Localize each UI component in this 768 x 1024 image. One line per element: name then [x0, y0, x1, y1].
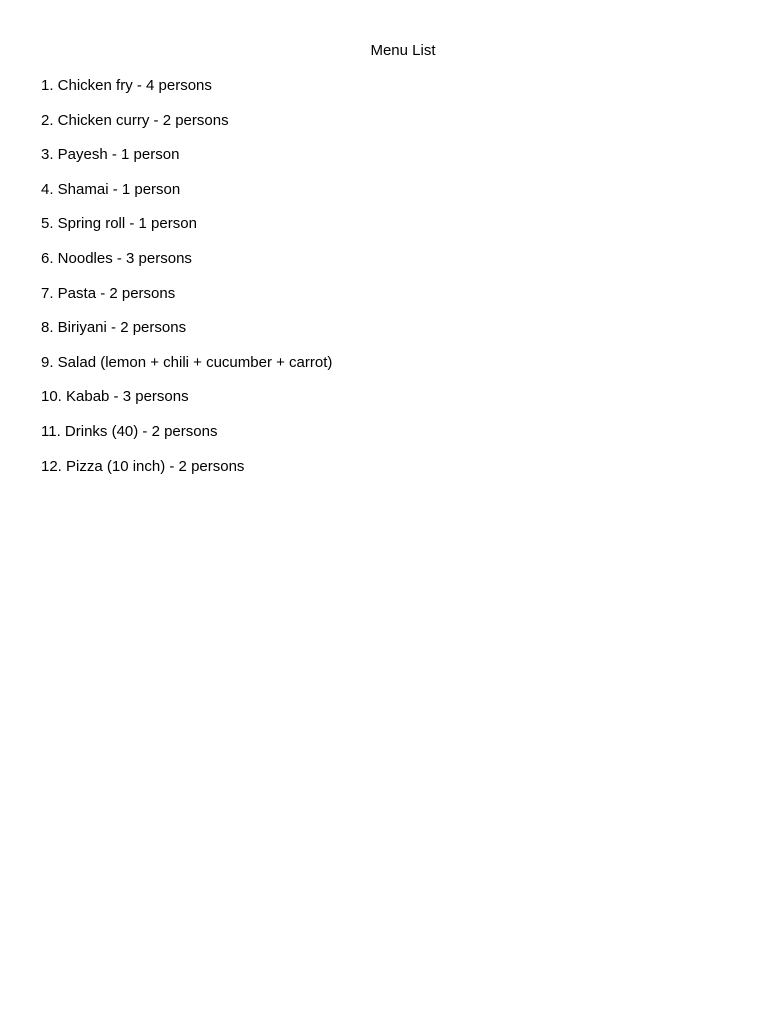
list-item: 5. Spring roll - 1 person [41, 215, 197, 233]
list-item: 4. Shamai - 1 person [41, 180, 181, 198]
list-item: 9. Salad (lemon + chili + cucumber + carrot) [41, 353, 333, 371]
list-item: 8. Biriyani - 2 persons [41, 319, 187, 337]
menu-list [41, 76, 721, 491]
page-title: Menu List [370, 42, 436, 59]
list-item: 1. Chicken fry - 4 persons [41, 77, 212, 94]
list-item: 3. Payesh - 1 person [41, 146, 180, 164]
list-item: 7. Pasta - 2 persons [41, 284, 176, 302]
list-item: 10. Kabab - 3 persons [41, 388, 189, 406]
list-item: 12. Pizza (10 inch) - 2 persons [41, 457, 245, 475]
list-item: 11. Drinks (40) - 2 persons [41, 422, 218, 440]
list-item: 6. Noodles - 3 persons [41, 249, 192, 267]
list-item: 2. Chicken curry - 2 persons [41, 111, 229, 129]
